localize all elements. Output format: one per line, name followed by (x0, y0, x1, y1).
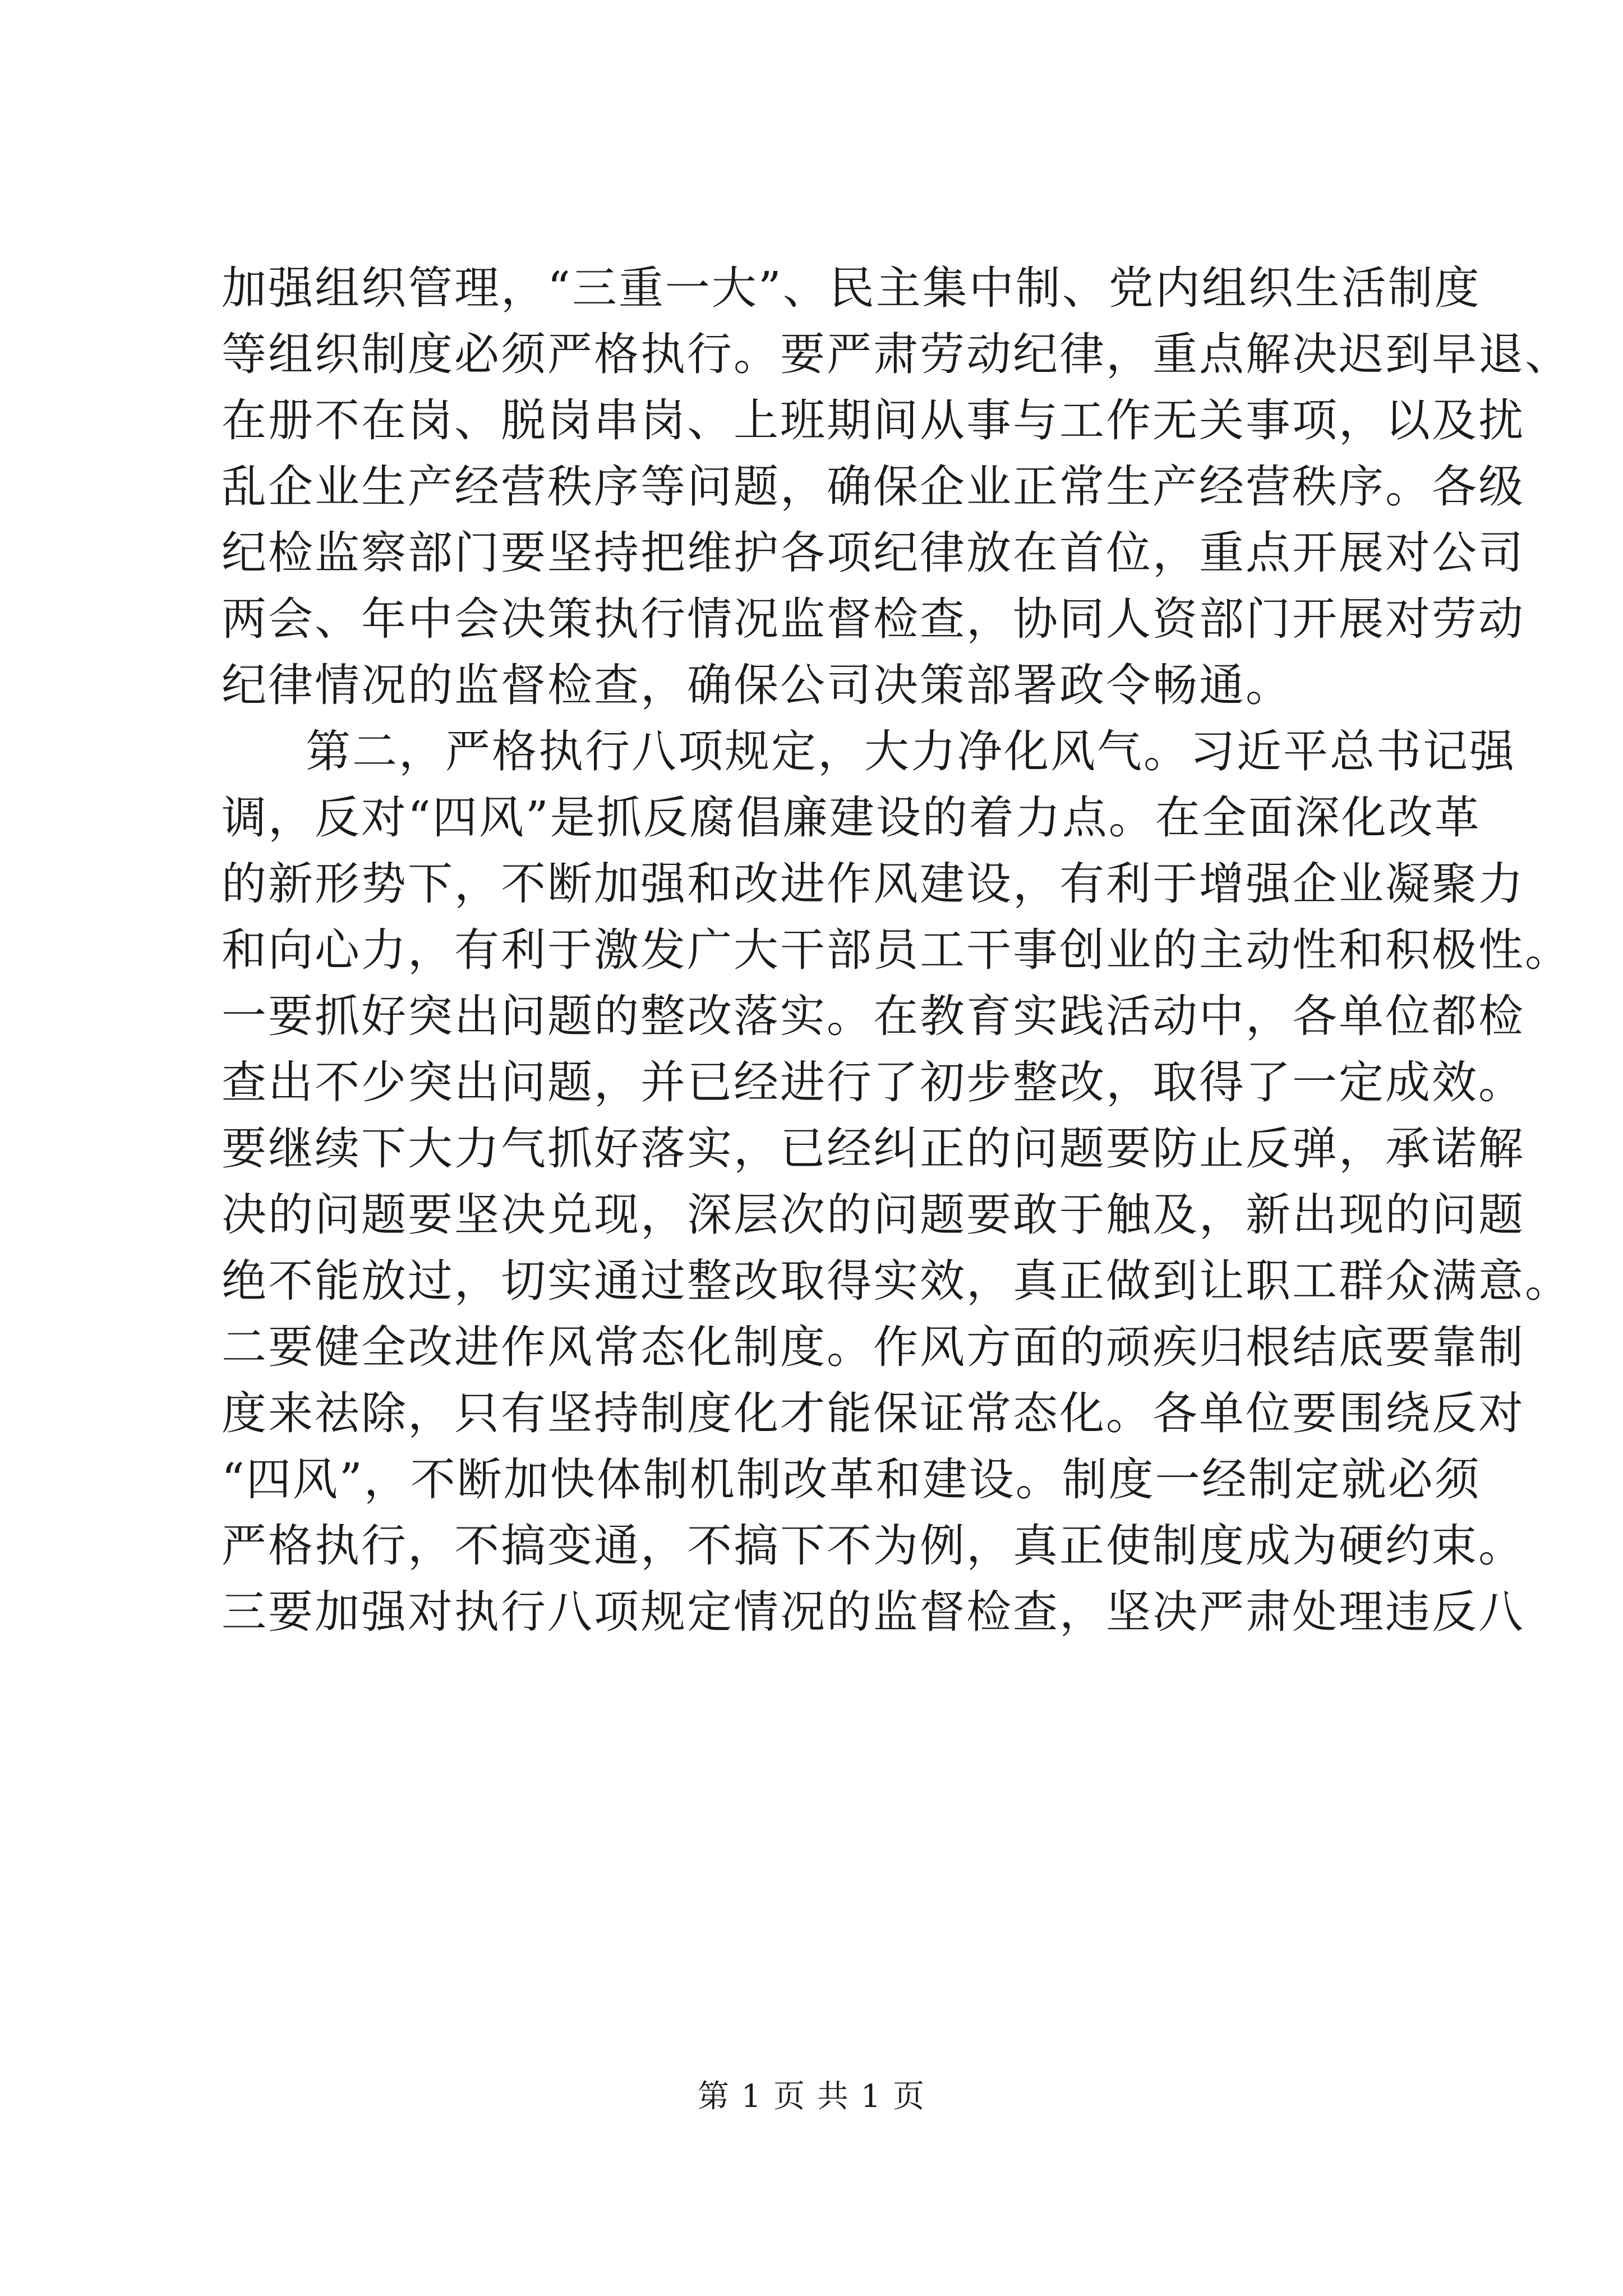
page-footer: 第 1 页 共 1 页 (697, 2078, 926, 2115)
text-line: 在册不在岗、脱岗串岗、上班期间从事与工作无关事项，以及扰 (222, 394, 1525, 447)
text-line: 纪律情况的监督检查，确保公司决策部署政令畅通。 (222, 659, 1292, 711)
text-line: 决的问题要坚决兑现，深层次的问题要敢于触及，新出现的问题 (222, 1189, 1525, 1241)
text-line: 要继续下大力气抓好落实，已经纠正的问题要防止反弹，承诺解 (222, 1122, 1525, 1175)
text-line: 的新形势下，不断加强和改进作风建设，有利于增强企业凝聚力 (222, 858, 1525, 910)
text-line: 度来祛除，只有坚持制度化才能保证常态化。各单位要围绕反对 (222, 1387, 1525, 1439)
text-line: 查出不少突出问题，并已经进行了初步整改，取得了一定成效。 (222, 1056, 1525, 1108)
text-line: 二要健全改进作风常态化制度。作风方面的顽疾归根结底要靠制 (222, 1321, 1525, 1373)
text-line: 加强组织管理，“三重一大”、民主集中制、党内组织生活制度 (222, 262, 1481, 314)
text-line: 等组织制度必须严格执行。要严肃劳动纪律，重点解决迟到早退、 (222, 328, 1571, 380)
text-line: 严格执行，不搞变通，不搞下不为例，真正使制度成为硬约束。 (222, 1520, 1525, 1572)
text-line: “四风”，不断加快体制机制改革和建设。制度一经制定就必须 (222, 1453, 1481, 1506)
text-line: 一要抓好突出问题的整改落实。在教育实践活动中，各单位都检 (222, 990, 1525, 1042)
text-line: 调，反对“四风”是抓反腐倡廉建设的着力点。在全面深化改革 (222, 792, 1481, 844)
text-line: 绝不能放过，切实通过整改取得实效，真正做到让职工群众满意。 (222, 1255, 1571, 1307)
paragraph-first-line: 第二，严格执行八项规定，大力净化风气。习近平总书记强 (306, 725, 1516, 777)
text-line: 和向心力，有利于激发广大干部员工干事创业的主动性和积极性。 (222, 924, 1571, 976)
text-line: 三要加强对执行八项规定情况的监督检查，坚决严肃处理违反八 (222, 1586, 1525, 1638)
text-line: 纪检监察部门要坚持把维护各项纪律放在首位，重点开展对公司 (222, 527, 1525, 579)
document-body (222, 255, 1571, 1645)
text-line: 乱企业生产经营秩序等问题，确保企业正常生产经营秩序。各级 (222, 461, 1525, 513)
text-line: 两会、年中会决策执行情况监督检查，协同人资部门开展对劳动 (222, 593, 1525, 645)
